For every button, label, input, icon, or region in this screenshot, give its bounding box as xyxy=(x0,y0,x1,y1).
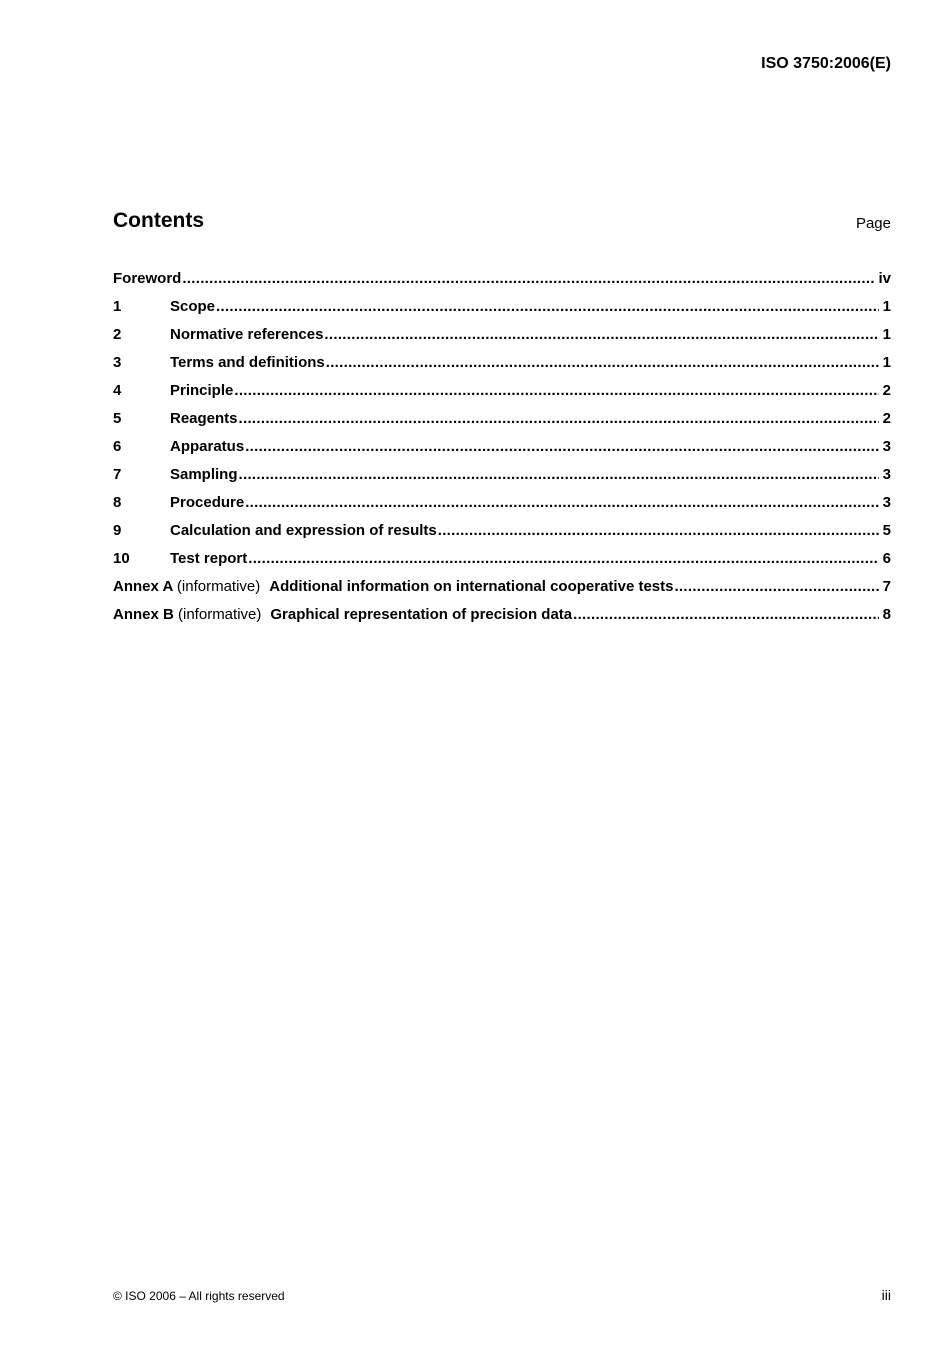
toc-entry-number: 4 xyxy=(113,382,122,399)
toc-entry-number: 2 xyxy=(113,326,122,343)
footer-page-number: iii xyxy=(881,1287,891,1303)
toc-entry-7[interactable] xyxy=(113,461,891,489)
toc-entry-page: 1 xyxy=(882,326,891,343)
toc-entry-6[interactable] xyxy=(113,433,891,461)
toc-entry-number: 5 xyxy=(113,410,122,427)
toc-entry-number: 6 xyxy=(113,438,122,455)
toc-entry-page: 3 xyxy=(882,466,891,483)
toc-entry-number: 7 xyxy=(113,466,122,483)
toc-entry-title: Terms and definitions xyxy=(170,354,325,371)
toc-entry-title: Test report xyxy=(170,550,248,567)
toc-leader-dots xyxy=(326,349,879,377)
toc-entry-title: Calculation and expression of results xyxy=(170,522,437,539)
toc-annex-letter: Annex B xyxy=(113,606,174,623)
toc-entry-page: 3 xyxy=(882,494,891,511)
toc-leader-dots xyxy=(239,461,879,489)
toc-entry-page: 5 xyxy=(882,522,891,539)
toc-leader-dots xyxy=(674,573,878,601)
toc-annex-label xyxy=(113,573,269,601)
contents-heading: Contents xyxy=(113,209,204,232)
page-column-label: Page xyxy=(855,215,891,232)
document-id: ISO 3750:2006(E) xyxy=(761,55,891,72)
toc-entry-page: 1 xyxy=(882,354,891,371)
toc-entry-number: 1 xyxy=(113,298,122,315)
toc-leader-dots xyxy=(324,321,878,349)
toc-entry-number: 8 xyxy=(113,494,122,511)
toc-entry-title: Sampling xyxy=(170,466,238,483)
toc-leader-dots xyxy=(245,433,878,461)
toc-entry-title: Normative references xyxy=(170,326,324,343)
footer-copyright: © ISO 2006 – All rights reserved xyxy=(113,1289,285,1303)
toc-entry-page: 7 xyxy=(882,578,891,595)
toc-entry-title: Procedure xyxy=(170,494,245,511)
toc-leader-dots xyxy=(245,489,878,517)
toc-entry-3[interactable] xyxy=(113,349,891,377)
toc-entry-page: 6 xyxy=(882,550,891,567)
toc-entry-number: 3 xyxy=(113,354,122,371)
toc-leader-dots xyxy=(438,517,879,545)
toc-leader-dots xyxy=(234,377,878,405)
toc-entry-4[interactable] xyxy=(113,377,891,405)
toc-leader-dots xyxy=(239,405,879,433)
table-of-contents xyxy=(113,265,891,629)
toc-entry-title: Reagents xyxy=(170,410,238,427)
toc-entry-number: 9 xyxy=(113,522,122,539)
toc-entry-10[interactable] xyxy=(113,545,891,573)
toc-entry-1[interactable] xyxy=(113,293,891,321)
toc-entry-page: 3 xyxy=(882,438,891,455)
toc-entry-annex-a[interactable] xyxy=(113,573,891,601)
toc-entry-title: Scope xyxy=(170,298,216,315)
toc-entry-title: Apparatus xyxy=(170,438,245,455)
toc-entry-foreword[interactable] xyxy=(113,265,891,293)
toc-entry-title: Principle xyxy=(170,382,234,399)
toc-leader-dots xyxy=(216,293,879,321)
toc-entry-page: 1 xyxy=(882,298,891,315)
toc-entry-2[interactable] xyxy=(113,321,891,349)
toc-entry-title: Foreword xyxy=(113,270,182,287)
toc-leader-dots xyxy=(248,545,878,573)
toc-leader-dots xyxy=(573,601,879,629)
toc-entry-8[interactable] xyxy=(113,489,891,517)
toc-entry-title: Graphical representation of precision data xyxy=(270,606,573,623)
toc-entry-annex-b[interactable] xyxy=(113,601,891,629)
toc-annex-type: (informative) xyxy=(178,606,262,623)
toc-leader-dots xyxy=(182,265,874,293)
toc-annex-label xyxy=(113,601,270,629)
toc-entry-page: 2 xyxy=(882,382,891,399)
toc-annex-type: (informative) xyxy=(176,578,261,595)
toc-entry-5[interactable] xyxy=(113,405,891,433)
toc-entry-number: 10 xyxy=(113,550,130,567)
toc-entry-page: iv xyxy=(878,270,891,287)
toc-entry-title: Additional information on international cooperative tests xyxy=(269,578,674,595)
toc-entry-9[interactable] xyxy=(113,517,891,545)
toc-entry-page: 2 xyxy=(882,410,891,427)
toc-entry-page: 8 xyxy=(882,606,891,623)
toc-annex-letter: Annex A xyxy=(113,578,173,595)
